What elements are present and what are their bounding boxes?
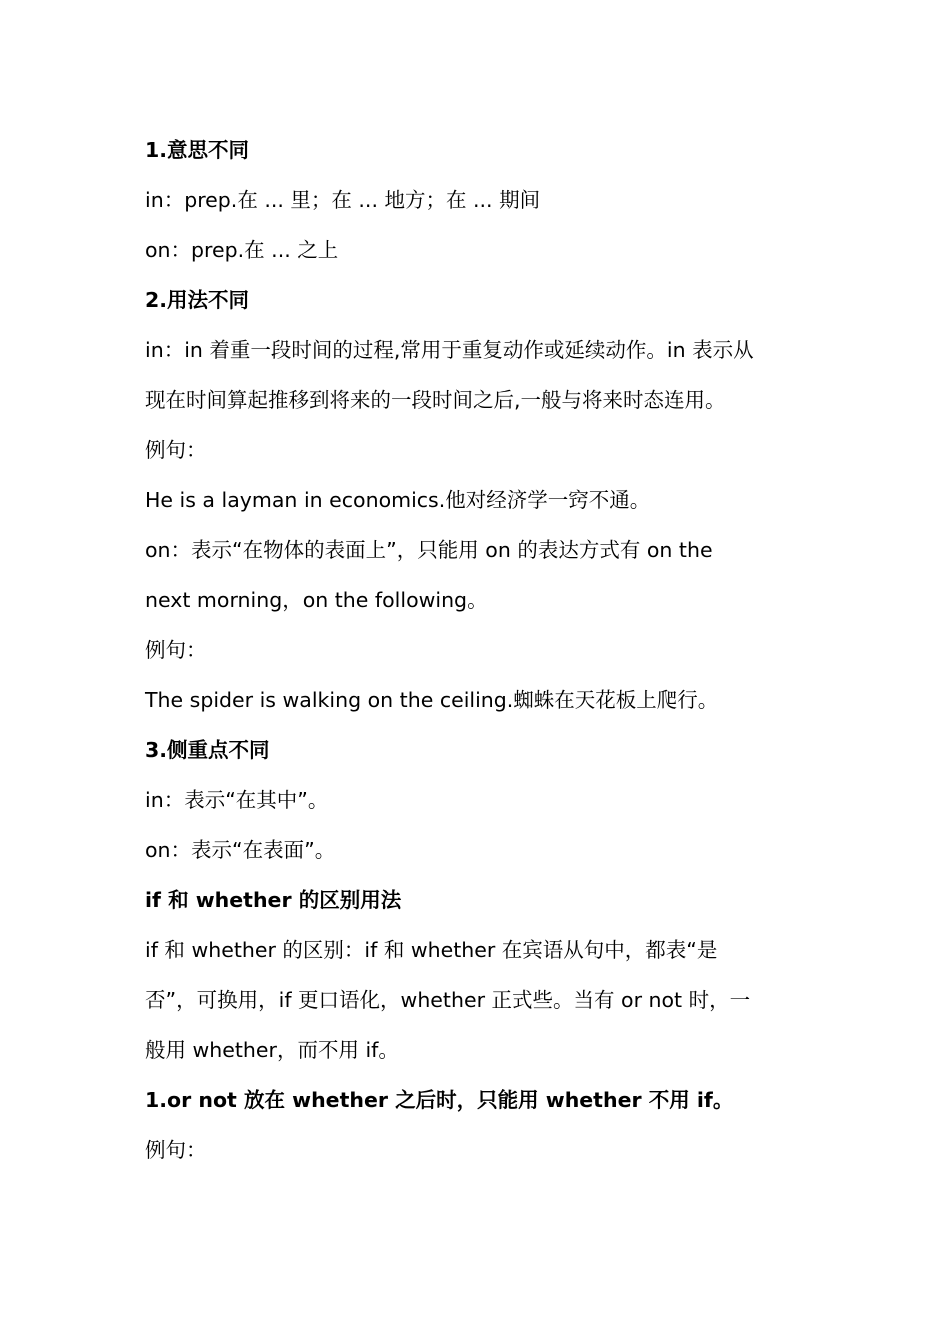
example-label: 例句： xyxy=(145,1138,207,1162)
example-sentence: The spider is walking on the ceiling.蜘蛛在天花板上爬行。 xyxy=(145,688,719,712)
heading-meaning-difference: 1.意思不同 xyxy=(145,138,250,162)
paragraph-line: 现在时间算起推移到将来的一段时间之后,一般与将来时态连用。 xyxy=(145,388,726,412)
paragraph-line: on：表示“在物体的表面上”，只能用 on 的表达方式有 on the xyxy=(145,538,713,562)
heading-usage-difference: 2.用法不同 xyxy=(145,288,250,312)
heading-if-whether: if 和 whether 的区别用法 xyxy=(145,888,402,912)
paragraph-line: if 和 whether 的区别：if 和 whether 在宾语从句中，都表“是 xyxy=(145,938,718,962)
paragraph-line: in：prep.在 ... 里；在 ... 地方；在 ... 期间 xyxy=(145,188,541,212)
paragraph-line: on：表示“在表面”。 xyxy=(145,838,336,862)
example-sentence: He is a layman in economics.他对经济学一窍不通。 xyxy=(145,488,651,512)
paragraph-line: in：表示“在其中”。 xyxy=(145,788,329,812)
paragraph-line: in：in 着重一段时间的过程,常用于重复动作或延续动作。in 表示从 xyxy=(145,338,754,362)
document-body xyxy=(145,125,815,1175)
heading-emphasis-difference: 3.侧重点不同 xyxy=(145,738,270,762)
example-label: 例句： xyxy=(145,438,207,462)
paragraph-line: 否”，可换用，if 更口语化，whether 正式些。当有 or not 时，一 xyxy=(145,988,751,1012)
paragraph-line: 般用 whether，而不用 if。 xyxy=(145,1038,399,1062)
paragraph-line: on：prep.在 ... 之上 xyxy=(145,238,339,262)
paragraph-line: next morning，on the following。 xyxy=(145,588,488,612)
heading-or-not-rule: 1.or not 放在 whether 之后时，只能用 whether 不用 if。 xyxy=(145,1088,734,1112)
example-label: 例句： xyxy=(145,638,207,662)
